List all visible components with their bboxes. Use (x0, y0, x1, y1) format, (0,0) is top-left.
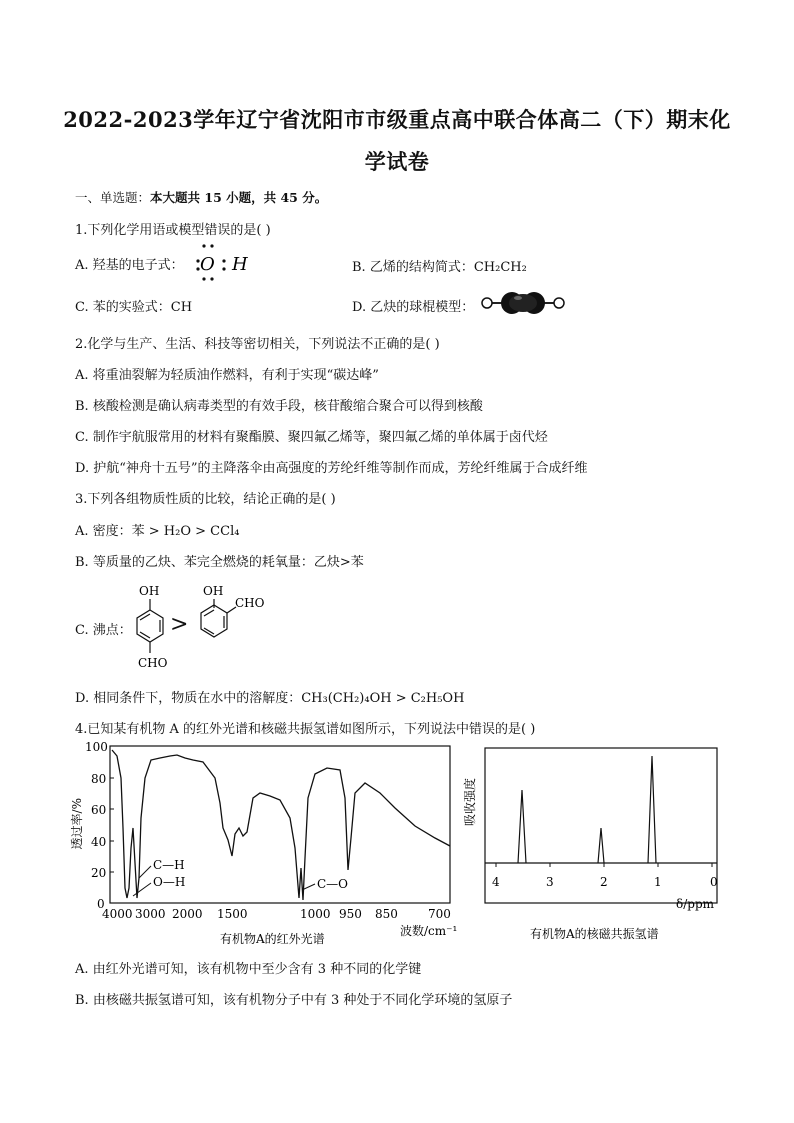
q3-option-a: A. 密度：苯 > H₂O > CCl₄ (75, 524, 240, 539)
electron-formula-h: H (232, 254, 248, 275)
para-cho-label: CHO (138, 656, 168, 670)
ir-xtick-1000: 1000 (300, 907, 331, 921)
q2-option-a: A. 将重油裂解为轻质油作燃料，有利于实现“碳达峰” (75, 368, 379, 383)
q1-option-a-label: A. 羟基的电子式： (75, 258, 184, 273)
ir-annot-ch: C—H (153, 858, 185, 872)
nmr-xtick-0: 0 (710, 875, 718, 889)
ir-xtick-700: 700 (428, 907, 451, 921)
exam-title-line1: 2022-2023学年辽宁省沈阳市市级重点高中联合体高二（下）期末化 (63, 107, 731, 132)
ir-ytick-40: 40 (91, 835, 107, 849)
nmr-xtick-3: 3 (546, 875, 554, 889)
q2-option-b: B. 核酸检测是确认病毒类型的有效手段，核苷酸缩合聚合可以得到核酸 (75, 399, 483, 414)
nmr-xtick-1: 1 (654, 875, 662, 889)
q4-option-a: A. 由红外光谱可知，该有机物中至少含有 3 种不同的化学键 (75, 962, 422, 977)
q3-option-c-label: C. 沸点： (75, 623, 132, 638)
acetylene-ball-stick-model (478, 288, 568, 318)
q1-option-d: D. 乙炔的球棍模型： (352, 300, 475, 315)
para-hydroxybenzaldehyde-structure (125, 580, 175, 672)
ir-xtick-950: 950 (339, 907, 362, 921)
ir-ytick-20: 20 (91, 866, 107, 880)
ir-ytick-0: 0 (97, 897, 105, 911)
nmr-peak-3 (648, 756, 656, 863)
ir-xtick-850: 850 (375, 907, 398, 921)
q1-option-c: C. 苯的实验式：CH (75, 300, 193, 315)
q3-greater-than: > (170, 612, 189, 637)
ir-xlabel: 波数/cm⁻¹ (400, 924, 458, 938)
ortho-cho-label: CHO (235, 596, 265, 610)
ir-annot-co: C—O (317, 877, 349, 891)
ir-xtick-4000: 4000 (102, 907, 133, 921)
nmr-xtick-2: 2 (600, 875, 608, 889)
q3-option-d: D. 相同条件下，物质在水中的溶解度：CH₃(CH₂)₄OH > C₂H₅OH (75, 691, 465, 706)
q2-option-d: D. 护航“神舟十五号”的主降落伞由高强度的芳纶纤维等制作而成，芳纶纤维属于合成纤维 (75, 461, 588, 476)
question-4-stem: 4.已知某有机物 A 的红外光谱和核磁共振氢谱如图所示，下列说法中错误的是( ) (75, 722, 536, 737)
question-2-stem: 2.化学与生产、生活、科技等密切相关，下列说法不正确的是( ) (75, 337, 440, 352)
nmr-ylabel: 吸收强度 (463, 778, 477, 827)
nmr-xlabel: δ/ppm (676, 897, 715, 911)
ir-xtick-2000: 2000 (172, 907, 203, 921)
para-oh-label: OH (139, 584, 160, 598)
q1-option-b: B. 乙烯的结构简式：CH₂CH₂ (352, 260, 527, 275)
exam-title-line2: 学试卷 (364, 149, 430, 174)
question-1-stem: 1.下列化学用语或模型错误的是( ) (75, 223, 271, 238)
section-header (75, 188, 327, 206)
q3-option-b: B. 等质量的乙炔、苯完全燃烧的耗氧量：乙炔>苯 (75, 555, 364, 570)
q4-option-b: B. 由核磁共振氢谱可知，该有机物分子中有 3 种处于不同化学环境的氢原子 (75, 993, 513, 1008)
ir-annot-oh: O—H (153, 875, 186, 889)
nmr-peak-1 (518, 790, 526, 863)
ir-spectrum-figure (65, 738, 465, 948)
nmr-caption: 有机物A的核磁共振氢谱 (530, 927, 659, 941)
q2-option-c: C. 制作宇航服常用的材料有聚酯膜、聚四氟乙烯等，聚四氟乙烯的单体属于卤代烃 (75, 430, 548, 445)
section-prefix: 一、单选题： (75, 190, 151, 205)
question-3-stem: 3.下列各组物质性质的比较，结论正确的是( ) (75, 492, 336, 507)
ir-xtick-1500: 1500 (217, 907, 248, 921)
ir-xtick-3000: 3000 (135, 907, 166, 921)
ir-ytick-80: 80 (91, 772, 107, 786)
ir-ytick-60: 60 (91, 803, 107, 817)
hydroxyl-electron-formula (190, 240, 260, 284)
ir-ylabel: 透过率/% (70, 798, 84, 850)
ortho-hydroxybenzaldehyde-structure (190, 580, 270, 640)
nmr-spectrum-figure (460, 738, 730, 948)
q1-option-a (75, 254, 184, 273)
nmr-peak-2 (598, 828, 604, 863)
electron-formula-o: O (200, 254, 215, 275)
ir-ytick-100: 100 (85, 740, 108, 754)
ir-caption: 有机物A的红外光谱 (220, 932, 325, 946)
section-desc: 本大题共 15 小题，共 45 分。 (150, 190, 328, 205)
ortho-oh-label: OH (203, 584, 224, 598)
nmr-xtick-4: 4 (492, 875, 500, 889)
